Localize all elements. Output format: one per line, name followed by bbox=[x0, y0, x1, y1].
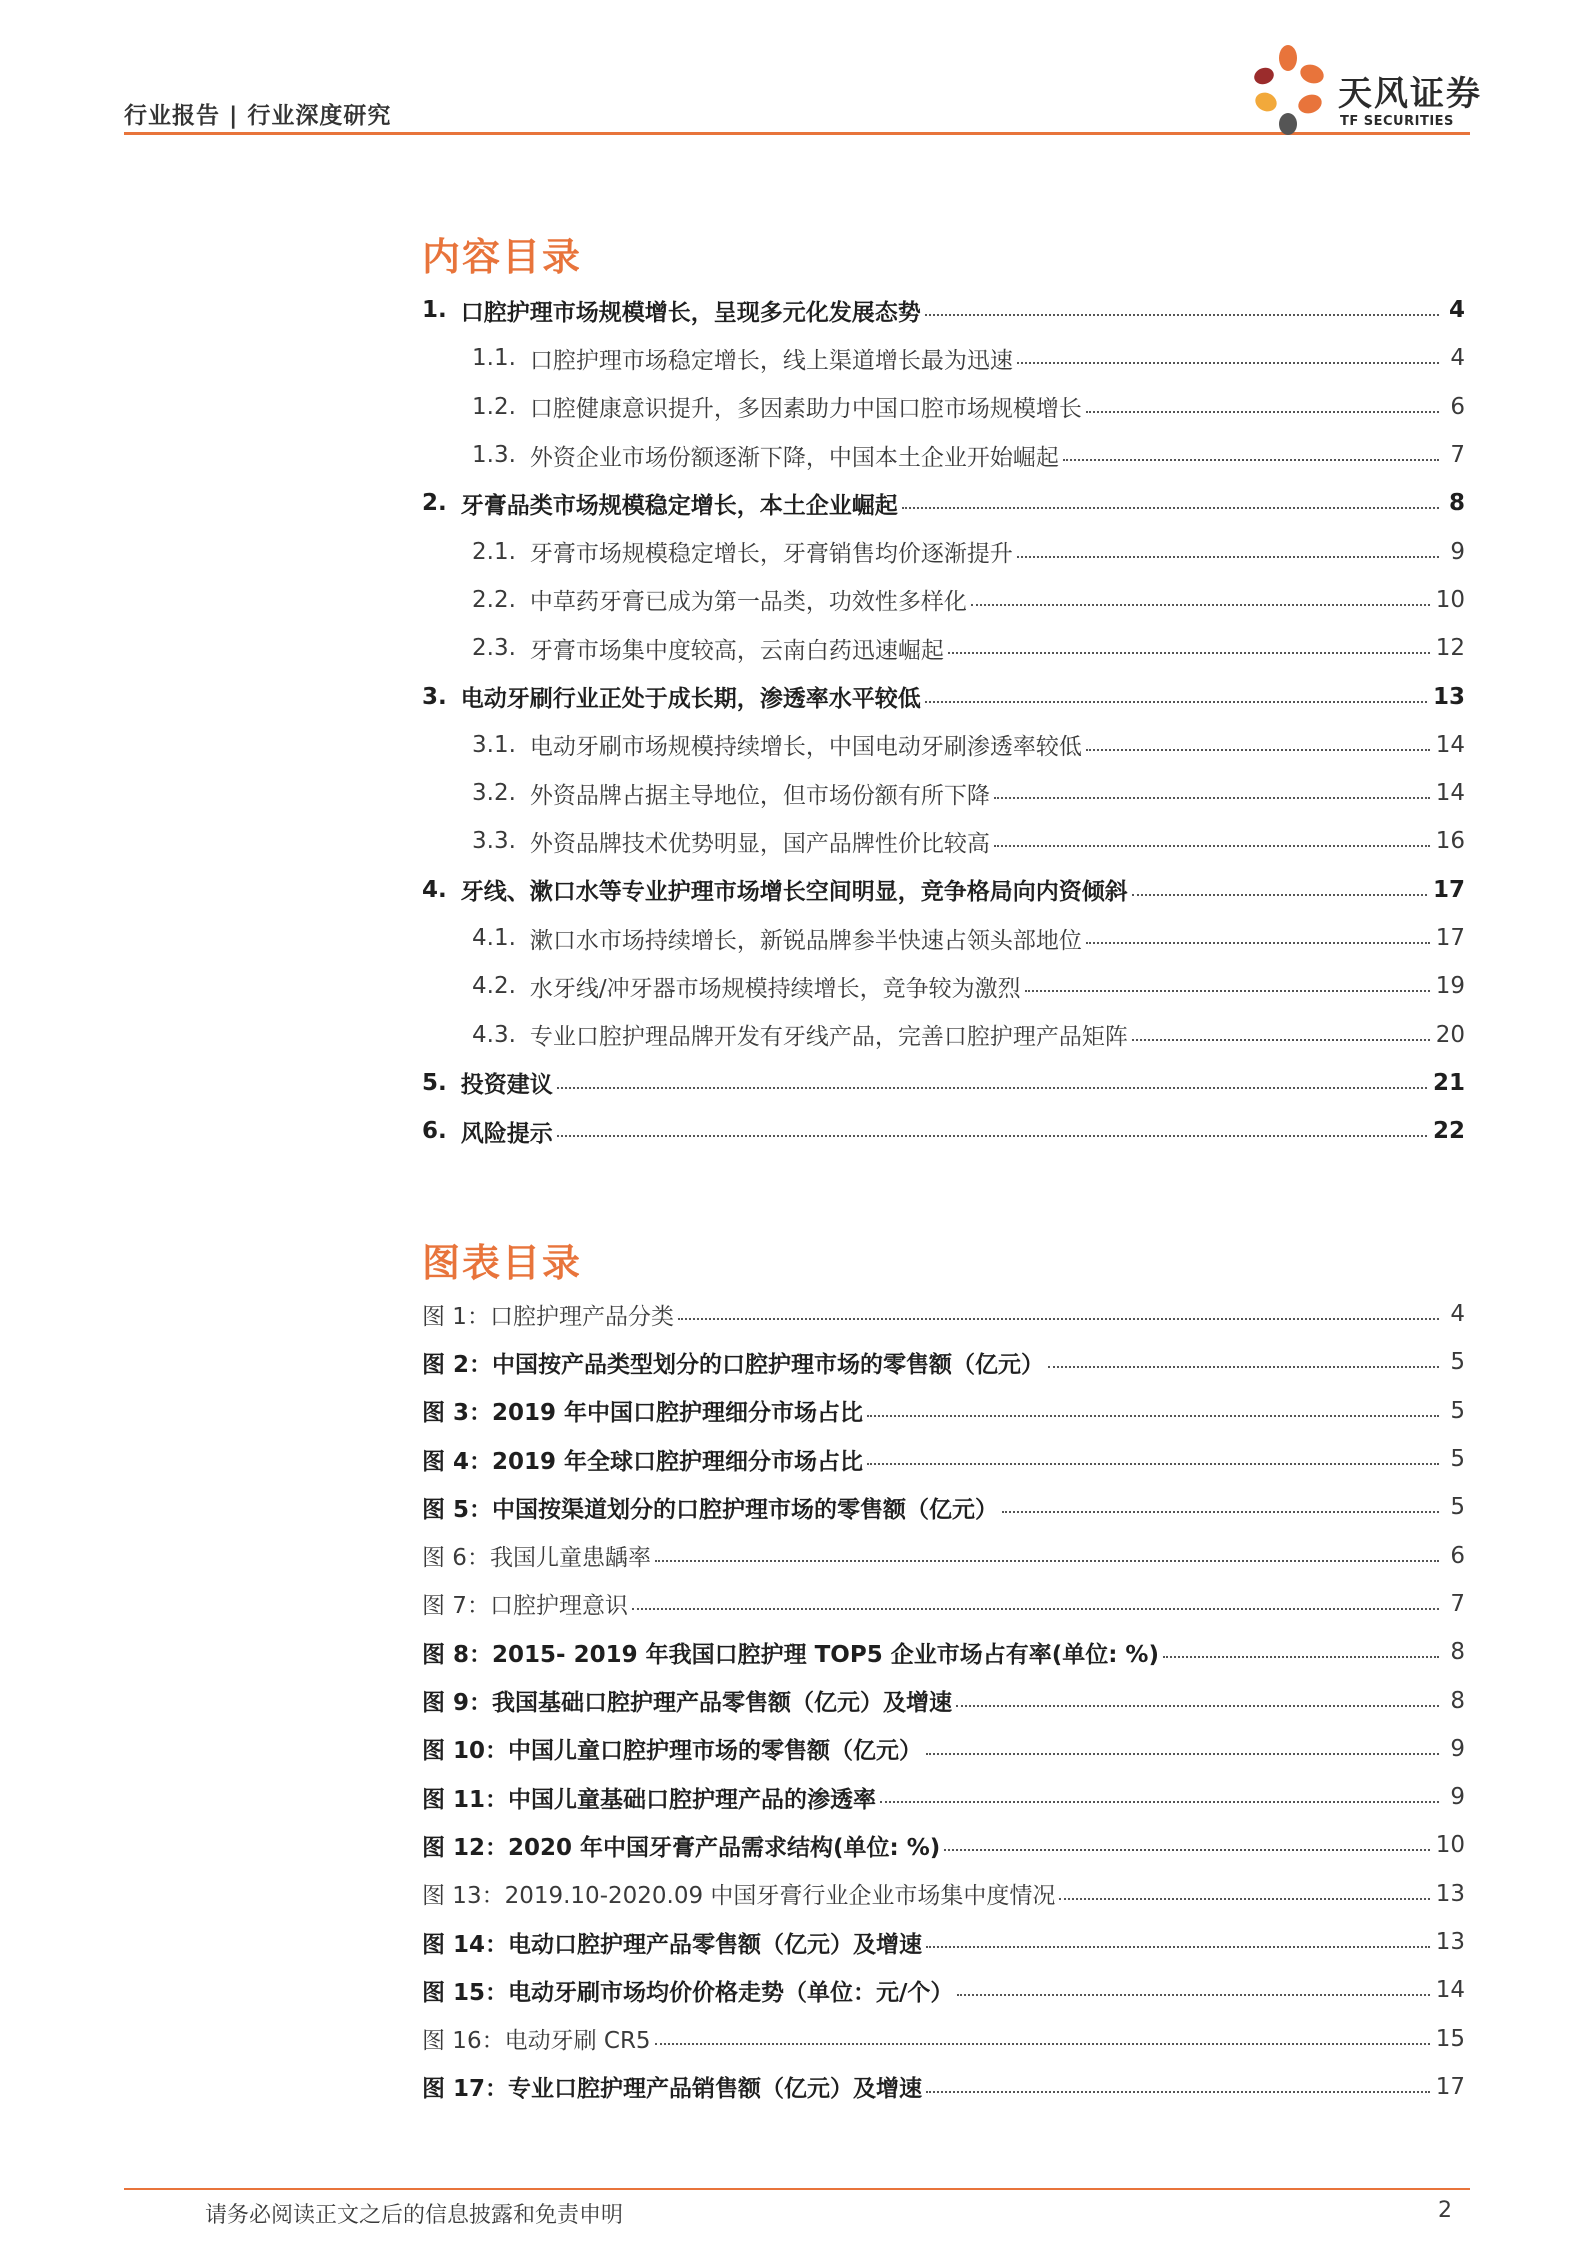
figure-entry[interactable] bbox=[422, 1966, 1465, 2014]
dot-leader bbox=[1163, 1656, 1439, 1658]
company-logo bbox=[1244, 42, 1482, 138]
figure-entry[interactable] bbox=[422, 1918, 1465, 1966]
toc-entry-number: 2.2. bbox=[472, 586, 516, 613]
toc-entry-page: 17 bbox=[1432, 876, 1465, 903]
figure-entry[interactable] bbox=[422, 1870, 1465, 1918]
figures-list bbox=[422, 1290, 1465, 2111]
footer-disclaimer: 请务必阅读正文之后的信息披露和免责申明 bbox=[205, 2203, 624, 2228]
toc-entry[interactable] bbox=[422, 624, 1465, 672]
figure-entry[interactable] bbox=[422, 1435, 1465, 1483]
figure-entry-title: 图 13：2019.10-2020.09 中国牙膏行业企业市场集中度情况 bbox=[422, 1883, 1056, 1910]
toc-entry-page: 7 bbox=[1450, 442, 1465, 469]
figure-entry[interactable] bbox=[422, 1773, 1465, 1821]
toc-entry-title: 风险提示 bbox=[460, 1120, 553, 1147]
toc-entry[interactable] bbox=[422, 817, 1465, 865]
toc-entry-number: 2.1. bbox=[472, 538, 516, 565]
logo-chinese-name: 天风证券 bbox=[1338, 74, 1482, 114]
figure-entry-title: 图 3：2019 年中国口腔护理细分市场占比 bbox=[422, 1400, 864, 1427]
figure-entry-page: 7 bbox=[1450, 1590, 1465, 1617]
dot-leader bbox=[902, 507, 1439, 509]
toc-entry-title: 口腔护理市场稳定增长，线上渠道增长最为迅速 bbox=[529, 347, 1013, 374]
figure-entry-page: 4 bbox=[1450, 1301, 1465, 1328]
toc-entry[interactable] bbox=[422, 672, 1465, 720]
figure-entry[interactable] bbox=[422, 1725, 1465, 1773]
figure-entry-title: 图 14：电动口腔护理产品零售额（亿元）及增速 bbox=[422, 1931, 923, 1958]
toc-entry-number: 5. bbox=[422, 1069, 447, 1096]
footer-divider bbox=[124, 2188, 1470, 2190]
figure-entry-title: 图 12：2020 年中国牙膏产品需求结构(单位: %) bbox=[422, 1834, 941, 1861]
figure-entry-page: 9 bbox=[1450, 1735, 1465, 1762]
toc-entry[interactable] bbox=[422, 1107, 1465, 1155]
toc-entry[interactable] bbox=[422, 721, 1465, 769]
report-type-label: 行业报告 | 行业深度研究 bbox=[124, 103, 392, 129]
toc-entry[interactable] bbox=[422, 1010, 1465, 1058]
dot-leader bbox=[867, 1463, 1439, 1465]
figure-entry-page: 13 bbox=[1435, 1880, 1465, 1907]
toc-entry-page: 4 bbox=[1450, 345, 1465, 372]
dot-leader bbox=[557, 1087, 1427, 1089]
toc-entry-page: 14 bbox=[1435, 780, 1465, 807]
dot-leader bbox=[1017, 556, 1439, 558]
toc-entry[interactable] bbox=[422, 286, 1465, 334]
toc-entry-title: 口腔护理市场规模增长，呈现多元化发展态势 bbox=[460, 299, 921, 326]
figure-entry-page: 5 bbox=[1450, 1397, 1465, 1424]
toc-title: 内容目录 bbox=[422, 235, 583, 279]
toc-entry-page: 19 bbox=[1435, 973, 1465, 1000]
figure-entry[interactable] bbox=[422, 1338, 1465, 1386]
toc-entry-number: 6. bbox=[422, 1118, 447, 1145]
toc-entry-number: 1.2. bbox=[472, 393, 516, 420]
toc-entry-title: 牙膏市场规模稳定增长，牙膏销售均价逐渐提升 bbox=[529, 541, 1013, 568]
dot-leader bbox=[880, 1801, 1439, 1803]
figure-entry-page: 14 bbox=[1435, 1977, 1465, 2004]
figure-entry-title: 图 17：专业口腔护理产品销售额（亿元）及增速 bbox=[422, 2076, 923, 2103]
figure-entry-page: 8 bbox=[1450, 1687, 1465, 1714]
figure-entry[interactable] bbox=[422, 1483, 1465, 1531]
toc-entry-page: 6 bbox=[1450, 393, 1465, 420]
toc-entry-page: 9 bbox=[1450, 538, 1465, 565]
toc-entry-title: 水牙线/冲牙器市场规模持续增长，竞争较为激烈 bbox=[529, 975, 1021, 1002]
dot-leader bbox=[944, 1849, 1429, 1851]
figure-entry-title: 图 8：2015- 2019 年我国口腔护理 TOP5 企业市场占有率(单位: %) bbox=[422, 1641, 1159, 1668]
toc-entry-number: 2. bbox=[422, 490, 447, 517]
toc-entry[interactable] bbox=[422, 334, 1465, 382]
figure-entry[interactable] bbox=[422, 1821, 1465, 1869]
dot-leader bbox=[655, 1560, 1439, 1562]
toc-entry[interactable] bbox=[422, 479, 1465, 527]
figure-entry-page: 9 bbox=[1450, 1784, 1465, 1811]
figure-entry-title: 图 9：我国基础口腔护理产品零售额（亿元）及增速 bbox=[422, 1690, 953, 1717]
figure-entry-page: 17 bbox=[1435, 2073, 1465, 2100]
toc-entry[interactable] bbox=[422, 1059, 1465, 1107]
toc-entry-page: 12 bbox=[1435, 635, 1465, 662]
toc-entry-page: 8 bbox=[1448, 490, 1465, 517]
dot-leader bbox=[1059, 1898, 1429, 1900]
dot-leader bbox=[1002, 1511, 1439, 1513]
toc-entry[interactable] bbox=[422, 527, 1465, 575]
dot-leader bbox=[1063, 459, 1439, 461]
toc-entry-number: 1.1. bbox=[472, 345, 516, 372]
toc-entry-title: 外资品牌占据主导地位，但市场份额有所下降 bbox=[529, 782, 990, 809]
toc-entry-number: 2.3. bbox=[472, 635, 516, 662]
toc-entry[interactable] bbox=[422, 383, 1465, 431]
toc-entry-number: 4.2. bbox=[472, 973, 516, 1000]
toc-entry[interactable] bbox=[422, 914, 1465, 962]
figure-entry[interactable] bbox=[422, 1628, 1465, 1676]
dot-leader bbox=[655, 2043, 1430, 2045]
dot-leader bbox=[1132, 894, 1427, 896]
figure-entry[interactable] bbox=[422, 1676, 1465, 1724]
dot-leader bbox=[1017, 362, 1439, 364]
dot-leader bbox=[926, 2091, 1430, 2093]
dot-leader bbox=[926, 1753, 1439, 1755]
figure-entry[interactable] bbox=[422, 2014, 1465, 2062]
figure-entry-page: 6 bbox=[1450, 1542, 1465, 1569]
figure-entry-title: 图 6：我国儿童患龋率 bbox=[422, 1545, 651, 1572]
figure-entry-page: 13 bbox=[1435, 1929, 1465, 1955]
toc-entry-title: 牙线、漱口水等专业护理市场增长空间明显，竞争格局向内资倾斜 bbox=[460, 879, 1128, 906]
toc-entry-title: 外资企业市场份额逐渐下降，中国本土企业开始崛起 bbox=[529, 444, 1059, 471]
dot-leader bbox=[1048, 1366, 1439, 1368]
toc-entry-page: 13 bbox=[1432, 683, 1465, 710]
dot-leader bbox=[867, 1415, 1439, 1417]
dot-leader bbox=[956, 1705, 1439, 1707]
dot-leader bbox=[957, 1994, 1429, 1996]
dot-leader bbox=[557, 1135, 1427, 1137]
dot-leader bbox=[994, 797, 1430, 799]
toc-entry-title: 漱口水市场持续增长，新锐品牌参半快速占领头部地位 bbox=[529, 927, 1082, 954]
figure-entry-title: 图 15：电动牙刷市场均价价格走势（单位：元/个） bbox=[422, 1979, 954, 2006]
logo-english-name: TF SECURITIES bbox=[1340, 114, 1454, 129]
toc-entry-number: 4.3. bbox=[472, 1021, 516, 1048]
toc-entry-number: 4. bbox=[422, 876, 447, 903]
toc-entry-page: 21 bbox=[1432, 1069, 1465, 1096]
dot-leader bbox=[1086, 411, 1439, 413]
figure-entry-title: 图 4：2019 年全球口腔护理细分市场占比 bbox=[422, 1448, 864, 1475]
figure-entry-title: 图 16：电动牙刷 CR5 bbox=[422, 2028, 651, 2055]
page-number: 2 bbox=[1438, 2198, 1452, 2223]
figure-entry[interactable] bbox=[422, 1580, 1465, 1628]
figure-entry[interactable] bbox=[422, 1290, 1465, 1338]
toc-entry-page: 16 bbox=[1435, 828, 1465, 855]
figure-entry-page: 10 bbox=[1435, 1832, 1465, 1859]
dot-leader bbox=[1086, 749, 1430, 751]
dot-leader bbox=[678, 1318, 1439, 1320]
toc-entry-page: 10 bbox=[1435, 586, 1465, 613]
toc-entry[interactable] bbox=[422, 866, 1465, 914]
toc-entry-page: 14 bbox=[1435, 731, 1465, 758]
figure-entry-title: 图 7：口腔护理意识 bbox=[422, 1593, 628, 1620]
toc-entry-number: 1.3. bbox=[472, 442, 516, 469]
toc-entry[interactable] bbox=[422, 769, 1465, 817]
toc-entry[interactable] bbox=[422, 962, 1465, 1010]
toc-entry-page: 20 bbox=[1435, 1021, 1465, 1048]
toc-entry-number: 3.1. bbox=[472, 731, 516, 758]
toc-entry-title: 投资建议 bbox=[460, 1072, 553, 1099]
figure-entry-page: 5 bbox=[1450, 1494, 1465, 1521]
figure-entry-page: 5 bbox=[1450, 1349, 1465, 1376]
toc-entry-page: 17 bbox=[1435, 925, 1465, 951]
figure-entry[interactable] bbox=[422, 1531, 1465, 1579]
toc-entry-number: 4.1. bbox=[472, 925, 516, 951]
flower-logo-icon bbox=[1244, 42, 1332, 138]
toc-entry-title: 中草药牙膏已成为第一品类，功效性多样化 bbox=[529, 589, 967, 616]
dot-leader bbox=[925, 701, 1427, 703]
toc-entry-title: 专业口腔护理品牌开发有牙线产品，完善口腔护理产品矩阵 bbox=[529, 1024, 1128, 1051]
dot-leader bbox=[1025, 990, 1430, 992]
figure-entry-page: 5 bbox=[1450, 1446, 1465, 1473]
toc-entry-title: 口腔健康意识提升，多因素助力中国口腔市场规模增长 bbox=[529, 396, 1082, 423]
figure-entry-page: 8 bbox=[1450, 1639, 1465, 1666]
dot-leader bbox=[632, 1608, 1439, 1610]
toc-entry-title: 牙膏品类市场规模稳定增长，本土企业崛起 bbox=[460, 492, 898, 519]
dot-leader bbox=[1086, 942, 1430, 944]
dot-leader bbox=[926, 1946, 1430, 1948]
toc-entry-title: 外资品牌技术优势明显，国产品牌性价比较高 bbox=[529, 830, 990, 857]
figure-entry-title: 图 10：中国儿童口腔护理市场的零售额（亿元） bbox=[422, 1738, 923, 1765]
dot-leader bbox=[925, 314, 1439, 316]
toc-entry-number: 3.2. bbox=[472, 780, 516, 807]
dot-leader bbox=[948, 652, 1430, 654]
toc-entry-title: 电动牙刷市场规模持续增长，中国电动牙刷渗透率较低 bbox=[529, 734, 1082, 761]
figure-entry[interactable] bbox=[422, 1387, 1465, 1435]
toc-entry-page: 4 bbox=[1448, 297, 1465, 324]
figure-entry-title: 图 5：中国按渠道划分的口腔护理市场的零售额（亿元） bbox=[422, 1496, 999, 1523]
toc-entry-number: 1. bbox=[422, 297, 447, 324]
dot-leader bbox=[971, 604, 1430, 606]
toc-entry-number: 3.3. bbox=[472, 828, 516, 855]
toc-entry[interactable] bbox=[422, 576, 1465, 624]
dot-leader bbox=[994, 845, 1430, 847]
figure-entry-title: 图 11：中国儿童基础口腔护理产品的渗透率 bbox=[422, 1786, 877, 1813]
toc-entry-number: 3. bbox=[422, 683, 447, 710]
toc-entry-title: 牙膏市场集中度较高，云南白药迅速崛起 bbox=[529, 637, 944, 664]
figure-entry-page: 15 bbox=[1435, 2025, 1465, 2052]
figure-entry-title: 图 2：中国按产品类型划分的口腔护理市场的零售额（亿元） bbox=[422, 1351, 1045, 1378]
toc-entry[interactable] bbox=[422, 431, 1465, 479]
figure-entry-title: 图 1：口腔护理产品分类 bbox=[422, 1303, 674, 1330]
toc-entry-page: 22 bbox=[1432, 1118, 1465, 1145]
dot-leader bbox=[1132, 1039, 1430, 1041]
figures-title: 图表目录 bbox=[422, 1241, 583, 1285]
toc-list bbox=[422, 286, 1465, 1155]
figure-entry[interactable] bbox=[422, 2063, 1465, 2111]
toc-entry-title: 电动牙刷行业正处于成长期，渗透率水平较低 bbox=[460, 686, 921, 713]
